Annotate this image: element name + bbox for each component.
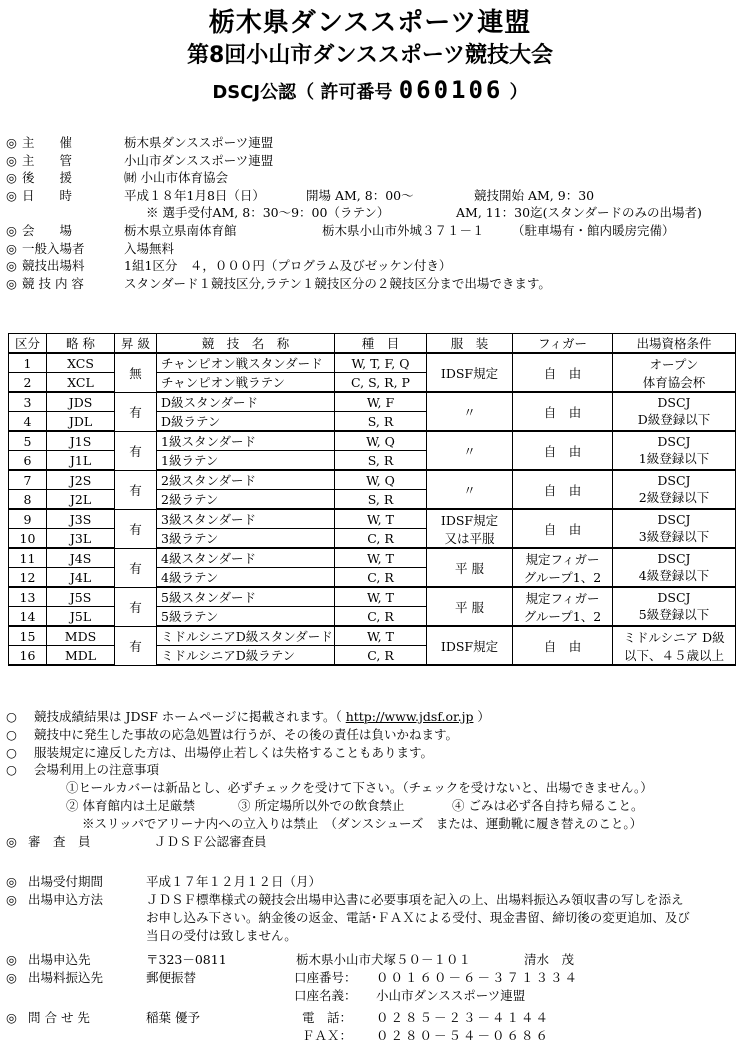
cell-attire — [427, 431, 513, 470]
cell-promotion: 有 — [115, 509, 157, 548]
rule-row — [6, 797, 736, 815]
permit-prefix: DSCJ公認（ 許可番号 — [212, 82, 393, 103]
double-circle-icon: ◎ — [6, 170, 17, 186]
permit-suffix: ） — [509, 82, 528, 103]
cell-qualification-line2: 4級登録以下 — [638, 568, 710, 583]
col-header: 区分 — [9, 334, 47, 354]
cell-event-name: D級スタンダード — [157, 392, 335, 412]
method-label: 出場申込方法 — [28, 892, 104, 907]
rule-garbage: ④ ごみは必ず各自持ち帰ること。 — [452, 797, 644, 813]
cell-division: 5 — [9, 431, 47, 451]
note-text: 会場利用上の注意事項 — [34, 762, 160, 778]
event-info — [6, 134, 736, 292]
cell-division: 8 — [9, 490, 47, 510]
rule-slippers — [6, 815, 736, 833]
cell-figure-line1: 自 由 — [543, 638, 582, 654]
cell-abbr: J1S — [47, 431, 115, 451]
cell-attire-line2: 又は平服 — [444, 530, 495, 546]
table-row — [9, 431, 736, 451]
double-circle-icon: ◎ — [6, 240, 17, 256]
cell-dances: C, S, R, P — [335, 373, 427, 393]
table-row — [9, 626, 736, 646]
cell-abbr: J2S — [47, 470, 115, 490]
table-row — [9, 587, 736, 607]
cell-promotion: 無 — [115, 353, 157, 392]
cell-dances: W, F — [335, 392, 427, 412]
table-row — [9, 470, 736, 490]
cell-event-name: 2級スタンダード — [157, 470, 335, 490]
cell-figure-line1: 自 由 — [543, 521, 582, 537]
venue-value: 栃木県立県南体育館 — [124, 222, 237, 238]
fax-row — [6, 1027, 736, 1045]
dest-label: 出場申込先 — [28, 952, 91, 967]
cell-division: 15 — [9, 626, 47, 646]
cell-attire — [427, 548, 513, 587]
cell-dances: W, T — [335, 509, 427, 529]
transfer-label: 出場料振込先 — [28, 970, 104, 985]
info-row-organizer — [6, 134, 736, 152]
info-row-visitor — [6, 240, 736, 258]
note-text: 競技中に発生した事故の応急処置は行うが、その後の責任は負いかねます。 — [34, 726, 459, 742]
cell-figure-line1: 規定フィガー — [525, 551, 600, 567]
cell-dances: C, R — [335, 646, 427, 666]
cell-figure — [513, 470, 613, 509]
table-body — [9, 353, 736, 665]
cell-qualification — [613, 587, 736, 626]
col-header: フィガー — [513, 334, 613, 354]
dest-zip: 〒323－0811 — [146, 952, 227, 967]
cell-event-name: 3級ラテン — [157, 529, 335, 549]
double-circle-icon: ◎ — [6, 222, 17, 238]
cell-abbr: JDS — [47, 392, 115, 412]
method-text: 当日の受付は致しません。 — [146, 928, 297, 943]
cell-division: 1 — [9, 353, 47, 373]
cell-event-name: 3級スタンダード — [157, 509, 335, 529]
circle-icon: ○ — [6, 762, 17, 778]
notes-section — [6, 708, 736, 850]
rule-heel-cover — [6, 779, 736, 797]
cell-event-name: ミドルシニアD級スタンダード — [157, 626, 335, 646]
cell-abbr: J3S — [47, 509, 115, 529]
cell-figure — [513, 626, 613, 665]
note-results — [6, 708, 736, 726]
cell-qualification-line2: 1級登録以下 — [638, 451, 710, 466]
fax-number: ０２８０－５４－０６８６ — [376, 1028, 551, 1043]
content-label: 競 技 内 容 — [22, 275, 84, 291]
entry-section — [6, 873, 736, 1045]
cell-division: 10 — [9, 529, 47, 549]
table-row — [9, 353, 736, 373]
cell-abbr: J5S — [47, 587, 115, 607]
table-row — [9, 509, 736, 529]
cell-abbr: MDS — [47, 626, 115, 646]
cell-attire — [427, 509, 513, 548]
cell-qualification — [613, 353, 736, 392]
judge-value: ＪＤＳＦ公認審査員 — [154, 833, 267, 849]
cell-dances: W, T, F, Q — [335, 353, 427, 373]
permit-number: 060106 — [398, 76, 504, 104]
cell-qualification — [613, 470, 736, 509]
cell-attire — [427, 587, 513, 626]
manager-label: 主 管 — [22, 152, 73, 168]
event-title: 第8回小山市ダンススポーツ競技大会 — [187, 43, 553, 68]
cell-qualification-line2: 2級登録以下 — [638, 490, 710, 505]
fee-label: 競技出場料 — [22, 258, 85, 274]
cell-dances: S, R — [335, 412, 427, 432]
cell-division: 12 — [9, 568, 47, 588]
cell-event-name: 4級スタンダード — [157, 548, 335, 568]
cell-dances: C, R — [335, 568, 427, 588]
cell-qualification-line1: DSCJ — [657, 395, 691, 410]
cell-event-name: ミドルシニアD級ラテン — [157, 646, 335, 666]
cell-event-name: 1級ラテン — [157, 451, 335, 471]
cell-attire — [427, 353, 513, 392]
info-row-venue — [6, 222, 736, 240]
date-value: 平成１８年1月8日（日） — [124, 187, 265, 203]
cell-division: 9 — [9, 509, 47, 529]
cell-division: 13 — [9, 587, 47, 607]
cell-figure-line1: 自 由 — [543, 443, 582, 459]
competition-table — [8, 333, 736, 666]
double-circle-icon: ◎ — [6, 152, 17, 168]
cell-qualification-line1: DSCJ — [657, 434, 691, 449]
cell-division: 4 — [9, 412, 47, 432]
cell-promotion: 有 — [115, 626, 157, 665]
cell-event-name: D級ラテン — [157, 412, 335, 432]
note-text: ） — [473, 709, 490, 724]
col-header: 略 称 — [47, 334, 115, 354]
table-header-row — [9, 334, 736, 354]
col-header: 服 装 — [427, 334, 513, 354]
cell-event-name: 4級ラテン — [157, 568, 335, 588]
double-circle-icon: ◎ — [6, 187, 17, 203]
entry-method-row3 — [6, 927, 736, 945]
cell-qualification-line1: DSCJ — [657, 473, 691, 488]
col-header: 昇 級 — [115, 334, 157, 354]
organizer-label: 主 催 — [22, 135, 73, 150]
cell-abbr: XCL — [47, 373, 115, 393]
cell-promotion: 有 — [115, 470, 157, 509]
rule-no-food: ③ 所定場所以外での飲食禁止 — [238, 797, 405, 813]
cell-dances: S, R — [335, 490, 427, 510]
cell-dances: W, T — [335, 626, 427, 646]
double-circle-icon: ◎ — [6, 874, 17, 889]
visitor-label: 一般入場者 — [22, 240, 85, 256]
cell-qualification — [613, 548, 736, 587]
cell-event-name: 1級スタンダード — [157, 431, 335, 451]
venue-note: （駐車場有・館内暖房完備） — [512, 222, 675, 238]
table-row — [9, 548, 736, 568]
content-value: スタンダード１競技区分,ラテン１競技区分の２競技区分まで出場できます。 — [124, 275, 551, 291]
circle-icon: ○ — [6, 709, 17, 724]
cell-attire-line1: 〃 — [463, 404, 476, 420]
permit-line — [0, 76, 740, 104]
cell-figure — [513, 392, 613, 431]
entry-period-row — [6, 873, 736, 891]
method-text: ＪＤＳＦ標準様式の競技会出場申込書に必要事項を記入の上、出場料振込み領収書の写しを添え — [146, 892, 684, 907]
cell-figure — [513, 509, 613, 548]
support-label: 後 援 — [22, 170, 73, 186]
cell-qualification-line2: D級登録以下 — [637, 412, 711, 427]
cell-attire-line1: 平 服 — [455, 599, 484, 615]
venue-address: 栃木県小山市外城３７１－１ — [322, 222, 485, 238]
cell-abbr: J3L — [47, 529, 115, 549]
account-number-label: 口座番号： — [294, 970, 357, 985]
contact-label: 問 合 せ 先 — [28, 1010, 90, 1025]
tel-number: ０２８５－２３－４１４４ — [376, 1010, 551, 1025]
cell-abbr: MDL — [47, 646, 115, 666]
col-header: 競 技 名 称 — [157, 334, 335, 354]
cell-dances: C, R — [335, 529, 427, 549]
info-row-support — [6, 169, 736, 187]
cell-attire-line1: 〃 — [463, 443, 476, 459]
cell-dances: W, T — [335, 548, 427, 568]
cell-qualification-line2: 5級登録以下 — [638, 607, 710, 622]
cell-figure-line2: グループ1、2 — [523, 608, 602, 624]
cell-qualification-line1: DSCJ — [657, 551, 691, 566]
cell-abbr: JDL — [47, 412, 115, 432]
manager-value: 小山市ダンススポーツ連盟 — [124, 152, 274, 168]
judge-label: 審 査 員 — [28, 833, 91, 849]
table-row — [9, 392, 736, 412]
cell-qualification-line2: 3級登録以下 — [638, 529, 710, 544]
info-row-reception — [6, 204, 736, 222]
open-time: 開場 AM, 8：00～ — [306, 187, 414, 203]
double-circle-icon: ◎ — [6, 1010, 17, 1025]
cell-division: 16 — [9, 646, 47, 666]
period-label: 出場受付期間 — [28, 874, 104, 889]
cell-event-name: チャンピオン戦スタンダード — [157, 353, 335, 373]
cell-figure — [513, 353, 613, 392]
double-circle-icon: ◎ — [6, 833, 17, 849]
cell-figure — [513, 548, 613, 587]
cell-figure — [513, 431, 613, 470]
cell-dances: C, R — [335, 607, 427, 627]
start-time: 競技開始 AM, 9：30 — [474, 187, 595, 203]
info-row-date — [6, 187, 736, 205]
dest-name: 清水 茂 — [524, 952, 575, 967]
account-name-label: 口座名義： — [294, 988, 357, 1003]
cell-attire-line1: 平 服 — [455, 560, 484, 576]
transfer-value: 郵便振替 — [146, 970, 197, 985]
cell-promotion: 有 — [115, 587, 157, 626]
support-value: ㈶ 小山市体育協会 — [124, 170, 228, 186]
organizer-value: 栃木県ダンススポーツ連盟 — [124, 135, 274, 150]
note-text: 競技成績結果は JDSF ホームページに掲載されます。（ — [34, 709, 346, 724]
method-text: お申し込み下さい。納金後の返金、電話･ＦＡＸによる受付、現金書留、締切後の変更追加、及び — [146, 910, 690, 925]
cell-figure-line1: 自 由 — [543, 365, 582, 381]
cell-dances: W, Q — [335, 431, 427, 451]
cell-division: 11 — [9, 548, 47, 568]
cell-division: 14 — [9, 607, 47, 627]
visitor-value: 入場無料 — [124, 240, 175, 256]
cell-attire — [427, 626, 513, 665]
venue-label: 会 場 — [22, 222, 73, 238]
contact-name: 稲葉 優予 — [146, 1010, 200, 1025]
cell-abbr: J2L — [47, 490, 115, 510]
double-circle-icon: ◎ — [6, 258, 17, 274]
fee-value: 1組1区分 ４，０００円（プログラム及びゼッケン付き） — [124, 258, 452, 274]
entry-method-row — [6, 891, 736, 909]
cell-abbr: J1L — [47, 451, 115, 471]
cell-figure-line2: グループ1、2 — [523, 569, 602, 585]
cell-qualification — [613, 392, 736, 431]
period-value: 平成１７年１２月１２日（月） — [146, 874, 322, 889]
note-venue-rules — [6, 761, 736, 779]
page-title: 栃木県ダンススポーツ連盟 — [208, 8, 532, 38]
cell-event-name: 5級スタンダード — [157, 587, 335, 607]
cell-qualification-line2: 以下、４５歳以上 — [623, 647, 724, 663]
cell-figure-line1: 自 由 — [543, 482, 582, 498]
reception-latin: ※ 選手受付AM, 8：30～9：00（ラテン） — [146, 205, 390, 221]
cell-attire-line1: IDSF規定 — [440, 638, 499, 654]
rule-no-shoes: ② 体育館内は土足厳禁 — [66, 797, 195, 813]
cell-qualification-line1: DSCJ — [657, 590, 691, 605]
double-circle-icon: ◎ — [6, 892, 17, 907]
cell-event-name: チャンピオン戦ラテン — [157, 373, 335, 393]
entry-method-row2 — [6, 909, 736, 927]
cell-qualification-line1: ミドルシニア D級 — [623, 629, 725, 645]
cell-dances: W, Q — [335, 470, 427, 490]
cell-event-name: 5級ラテン — [157, 607, 335, 627]
dest-address: 栃木県小山市犬塚５０－１０１ — [296, 952, 472, 967]
cell-figure — [513, 587, 613, 626]
col-header: 出場資格条件 — [613, 334, 736, 354]
date-label: 日 時 — [22, 187, 73, 203]
cell-event-name: 2級ラテン — [157, 490, 335, 510]
double-circle-icon: ◎ — [6, 970, 17, 985]
cell-figure-line1: 自 由 — [543, 404, 582, 420]
cell-dances: S, R — [335, 451, 427, 471]
account-name: 小山市ダンススポーツ連盟 — [376, 988, 526, 1003]
info-row-content — [6, 275, 736, 293]
cell-division: 2 — [9, 373, 47, 393]
cell-promotion: 有 — [115, 392, 157, 431]
entry-dest-row — [6, 951, 736, 969]
double-circle-icon: ◎ — [6, 952, 17, 967]
fax-label: ＦＡＸ： — [302, 1028, 353, 1043]
cell-qualification-line1: DSCJ — [657, 512, 691, 527]
info-row-manager — [6, 152, 736, 170]
note-attire — [6, 744, 736, 762]
cell-abbr: XCS — [47, 353, 115, 373]
cell-attire-line1: 〃 — [463, 482, 476, 498]
cell-qualification — [613, 431, 736, 470]
note-text: 服装規定に違反した方は、出場停止若しくは失格することもあります。 — [34, 744, 434, 760]
rule-text: ①ヒールカバーは新品とし、必ずチェックを受けて下さい。（チェックを受けないと、出場できません。） — [66, 780, 653, 796]
double-circle-icon: ◎ — [6, 275, 17, 291]
jdsf-link[interactable]: http://www.jdsf.or.jp — [345, 709, 474, 724]
tel-label: 電 話： — [302, 1010, 353, 1025]
circle-icon: ○ — [6, 726, 17, 742]
account-name-row — [6, 987, 736, 1005]
cell-division: 7 — [9, 470, 47, 490]
cell-promotion: 有 — [115, 548, 157, 587]
circle-icon: ○ — [6, 744, 17, 760]
cell-qualification — [613, 509, 736, 548]
cell-division: 3 — [9, 392, 47, 412]
cell-qualification-line2: 体育協会杯 — [642, 374, 706, 390]
cell-promotion: 有 — [115, 431, 157, 470]
cell-abbr: J5L — [47, 607, 115, 627]
cell-attire-line1: IDSF規定 — [440, 512, 499, 528]
col-header: 種 目 — [335, 334, 427, 354]
cell-abbr: J4L — [47, 568, 115, 588]
contact-row — [6, 1009, 736, 1027]
cell-qualification-line1: オープン — [649, 356, 699, 372]
reception-standard: AM, 11：30迄(スタンダードのみの出場者) — [456, 205, 702, 221]
info-row-fee — [6, 257, 736, 275]
judge-row — [6, 833, 736, 851]
account-number: ００１６０－６－３７１３３４ — [376, 970, 580, 985]
cell-abbr: J4S — [47, 548, 115, 568]
cell-dances: W, T — [335, 587, 427, 607]
rule-text: ※スリッパでアリーナ内への立入りは禁止 （ダンスシューズ または、運動靴に履き替えのこと。） — [82, 815, 643, 831]
transfer-row — [6, 969, 736, 987]
cell-attire-line1: IDSF規定 — [440, 365, 499, 381]
cell-attire — [427, 392, 513, 431]
cell-attire — [427, 470, 513, 509]
note-accident — [6, 726, 736, 744]
cell-division: 6 — [9, 451, 47, 471]
cell-qualification — [613, 626, 736, 665]
cell-figure-line1: 規定フィガー — [525, 590, 600, 606]
double-circle-icon: ◎ — [6, 135, 17, 150]
